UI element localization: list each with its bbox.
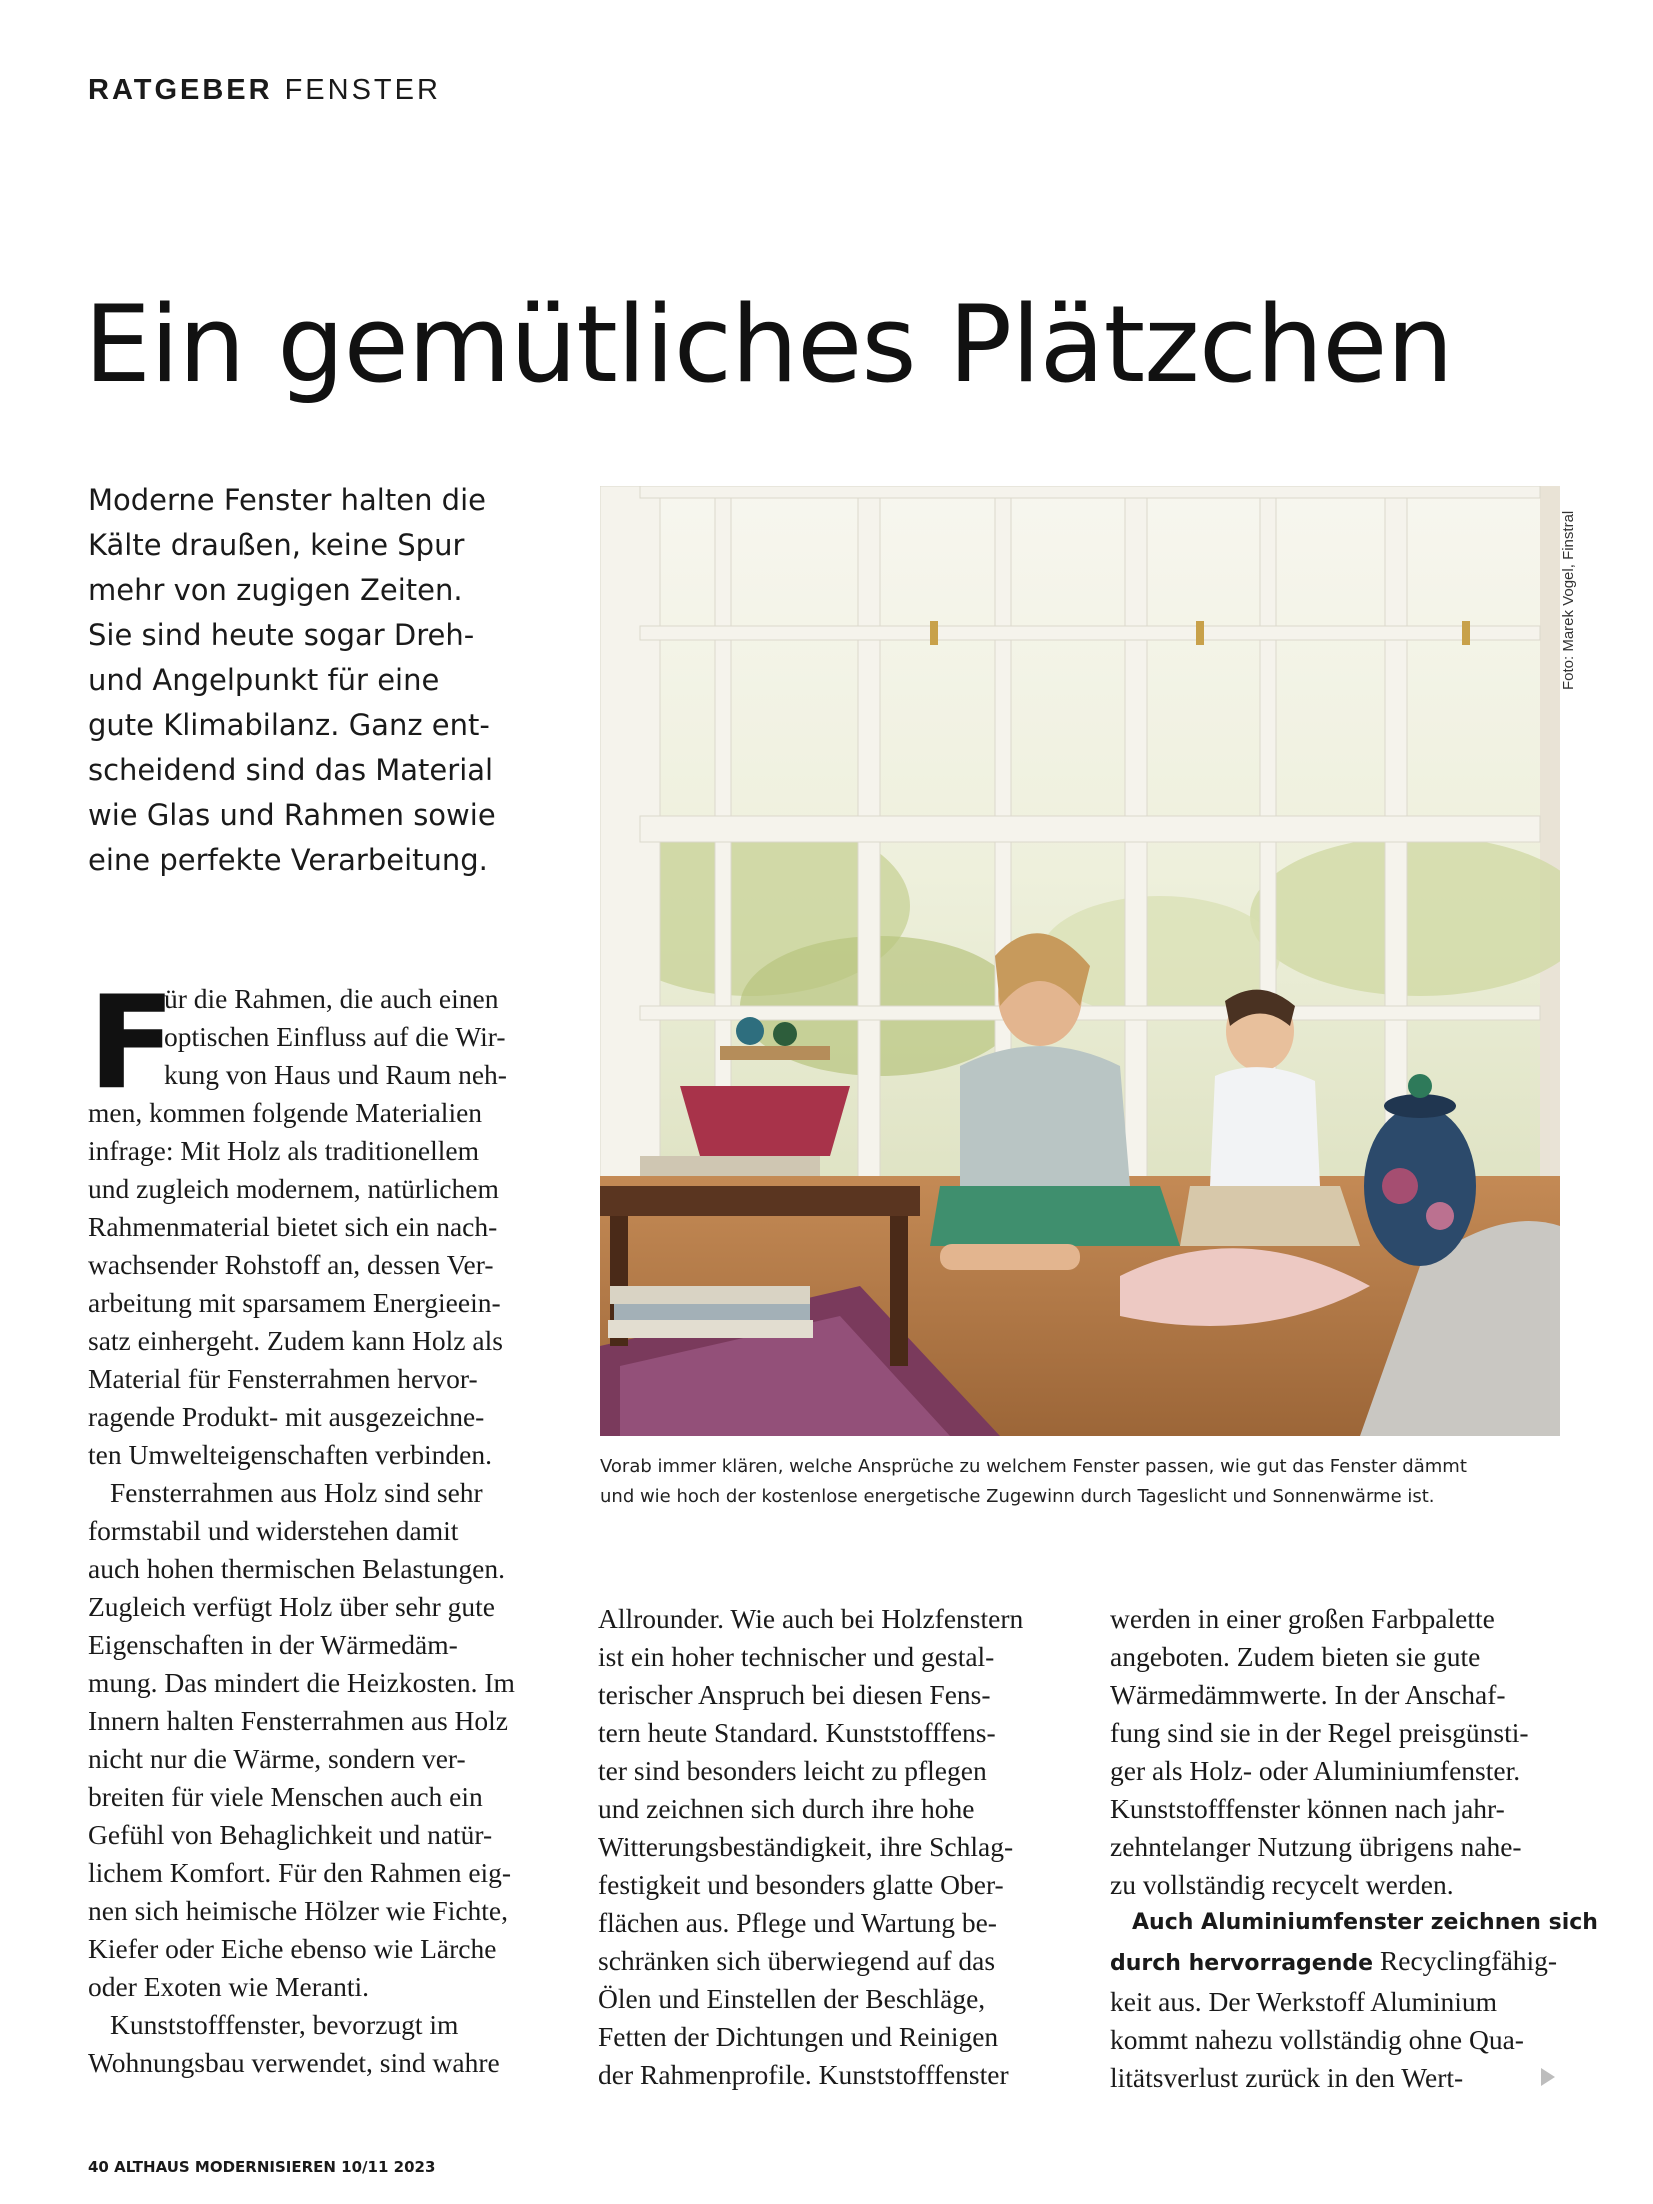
caption-line: Vorab immer klären, welche Ansprüche zu welchem Fenster passen, wie gut das Fenster dämmt: [600, 1456, 1467, 1477]
text-line: Ölen und Einstellen der Beschläge,: [598, 1983, 986, 2014]
text-line: werden in einer großen Farbpalette: [1110, 1603, 1495, 1634]
text-line: Fensterrahmen aus Holz sind sehr: [110, 1477, 483, 1508]
text-fragment: Recyclingfähig-: [1373, 1945, 1558, 1976]
lead-line: Moderne Fenster halten die: [88, 483, 486, 517]
text-line: und zeichnen sich durch ihre hohe: [598, 1793, 975, 1824]
lead-line: wie Glas und Rahmen sowie: [88, 798, 496, 832]
article-column-2: [598, 1600, 1048, 2094]
text-line: Rahmenmaterial bietet sich ein nach-: [88, 1211, 498, 1242]
text-line: ragende Produkt- mit ausgezeichne-: [88, 1401, 485, 1432]
bold-lead-in: Auch Aluminiumfenster zeichnen sich: [1132, 1910, 1598, 1935]
text-line: zehntelanger Nutzung übrigens nahe-: [1110, 1831, 1522, 1862]
text-line: flächen aus. Pflege und Wartung be-: [598, 1907, 997, 1938]
text-line: Kiefer oder Eiche ebenso wie Lärche: [88, 1933, 497, 1964]
text-line: Witterungsbeständigkeit, ihre Schlag-: [598, 1831, 1014, 1862]
text-line: litätsverlust zurück in den Wert-: [1110, 2062, 1464, 2093]
text-line: oder Exoten wie Meranti.: [88, 1971, 370, 2002]
lead-line: scheidend sind das Material: [88, 753, 494, 787]
text-line: kommt nahezu vollständig ohne Qua-: [1110, 2024, 1524, 2055]
page-title: Ein gemütliches Plätzchen: [84, 283, 1453, 406]
text-line: satz einhergeht. Zudem kann Holz als: [88, 1325, 503, 1356]
article-column-3: [1110, 1600, 1598, 2097]
lead-line: mehr von zugigen Zeiten.: [88, 573, 463, 607]
article-column-1: [88, 969, 538, 2082]
text-line: und zugleich modernem, natürlichem: [88, 1173, 499, 1204]
dropcap: F: [88, 969, 176, 1118]
lead-line: Sie sind heute sogar Dreh-: [88, 618, 475, 652]
photo-credit: Foto: Marek Vogel, Finstral: [1560, 510, 1577, 690]
text-line: lichem Komfort. Für den Rahmen eig-: [88, 1857, 512, 1888]
text-line: nicht nur die Wärme, sondern ver-: [88, 1743, 466, 1774]
text-line: auch hohen thermischen Belastungen.: [88, 1553, 505, 1584]
page-footer: 40 ALTHAUS MODERNISIEREN 10/11 2023: [88, 2158, 436, 2176]
text-line: kung von Haus und Raum neh-: [164, 1059, 507, 1090]
text-line: tern heute Standard. Kunststofffens-: [598, 1717, 996, 1748]
text-line: angeboten. Zudem bieten sie gute: [1110, 1641, 1481, 1672]
article-photo: [600, 486, 1560, 1436]
text-line: Kunststofffenster, bevorzugt im: [110, 2009, 459, 2040]
lead-line: eine perfekte Verarbeitung.: [88, 843, 488, 877]
continue-arrow-icon: [1541, 2068, 1555, 2086]
topic-label: FENSTER: [284, 74, 441, 106]
lead-line: Kälte draußen, keine Spur: [88, 528, 465, 562]
text-line: ür die Rahmen, die auch einen: [164, 983, 499, 1014]
text-line: Material für Fensterrahmen hervor-: [88, 1363, 478, 1394]
text-line: mung. Das mindert die Heizkosten. Im: [88, 1667, 515, 1698]
text-line: nen sich heimische Hölzer wie Fichte,: [88, 1895, 509, 1926]
text-line: ger als Holz- oder Aluminiumfenster.: [1110, 1755, 1521, 1786]
text-line: Kunststofffenster können nach jahr-: [1110, 1793, 1505, 1824]
text-line: arbeitung mit sparsamem Energieein-: [88, 1287, 501, 1318]
caption-line: und wie hoch der kostenlose energetische Zugewinn durch Tageslicht und Sonnenwärme ist.: [600, 1486, 1435, 1507]
text-line: Wohnungsbau verwendet, sind wahre: [88, 2047, 500, 2078]
text-line: Zugleich verfügt Holz über sehr gute: [88, 1591, 496, 1622]
text-line: ter sind besonders leicht zu pflegen: [598, 1755, 987, 1786]
text-line: Wärmedämmwerte. In der Anschaf-: [1110, 1679, 1506, 1710]
text-line: formstabil und widerstehen damit: [88, 1515, 459, 1546]
text-line: der Rahmenprofile. Kunststofffenster: [598, 2059, 1009, 2090]
lead-paragraph: [88, 478, 548, 883]
text-line: optischen Einfluss auf die Wir-: [164, 1021, 506, 1052]
text-line: keit aus. Der Werkstoff Aluminium: [1110, 1986, 1498, 2017]
text-line: fung sind sie in der Regel preisgünsti-: [1110, 1717, 1529, 1748]
text-line: ten Umwelteigenschaften verbinden.: [88, 1439, 492, 1470]
photo-caption: [600, 1452, 1560, 1512]
text-line: Eigenschaften in der Wärmedäm-: [88, 1629, 458, 1660]
text-line: men, kommen folgende Materialien: [88, 1097, 483, 1128]
section-kicker: [88, 74, 441, 107]
bold-lead-in: durch hervorragende: [1110, 1951, 1374, 1976]
text-line: zu vollständig recycelt werden.: [1110, 1869, 1454, 1900]
text-line: breiten für viele Menschen auch ein: [88, 1781, 483, 1812]
text-line: Allrounder. Wie auch bei Holzfenstern: [598, 1603, 1024, 1634]
text-line: ist ein hoher technischer und gestal-: [598, 1641, 995, 1672]
text-line: Fetten der Dichtungen und Reinigen: [598, 2021, 999, 2052]
text-line: terischer Anspruch bei diesen Fens-: [598, 1679, 991, 1710]
text-line: Gefühl von Behaglichkeit und natür-: [88, 1819, 493, 1850]
lead-line: und Angelpunkt für eine: [88, 663, 440, 697]
living-room-photo: [600, 486, 1560, 1436]
lead-line: gute Klimabilanz. Ganz ent-: [88, 708, 490, 742]
text-line: infrage: Mit Holz als traditionellem: [88, 1135, 480, 1166]
text-line: wachsender Rohstoff an, dessen Ver-: [88, 1249, 494, 1280]
section-label: RATGEBER: [88, 74, 273, 106]
text-line: Innern halten Fensterrahmen aus Holz: [88, 1705, 508, 1736]
text-line: schränken sich überwiegend auf das: [598, 1945, 996, 1976]
text-line: [1110, 1942, 1565, 1983]
text-line: festigkeit und besonders glatte Ober-: [598, 1869, 1004, 1900]
